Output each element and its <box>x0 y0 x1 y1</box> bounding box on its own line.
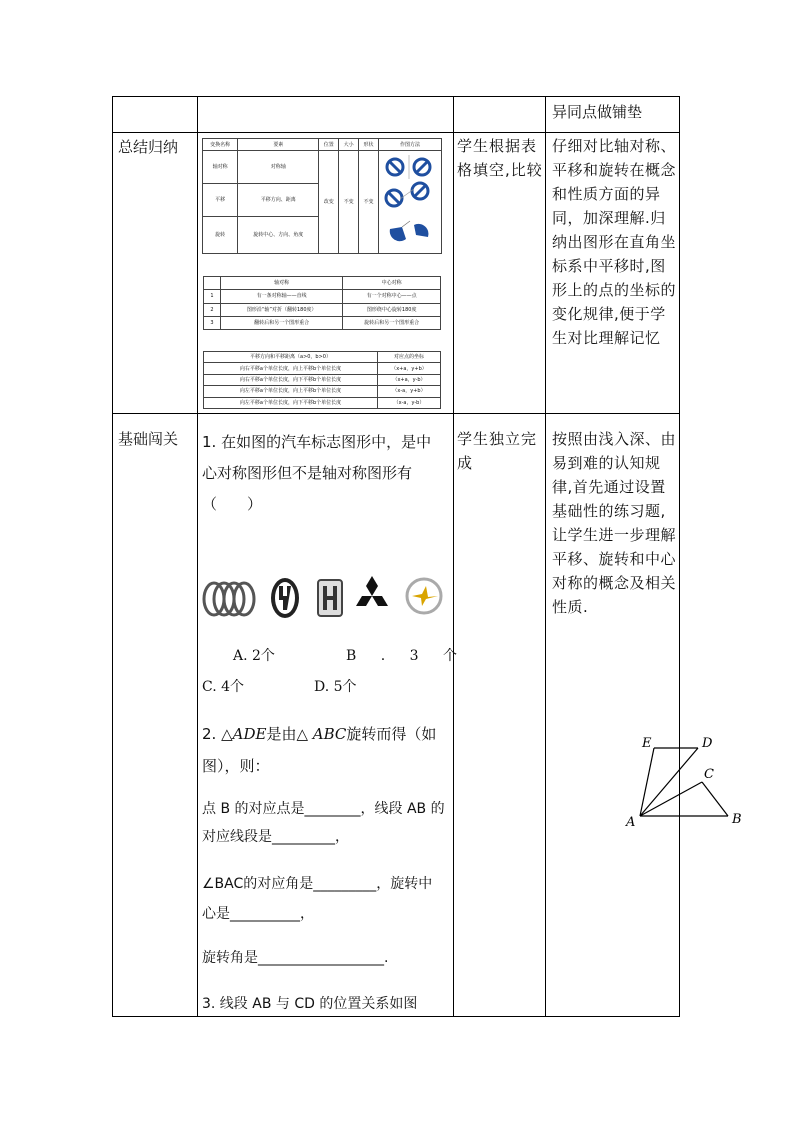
q1-option-c: C. 4个 <box>202 679 245 695</box>
t3-cell: （x-a，y-b） <box>378 397 441 408</box>
question-2-line-3: ∠BAC的对应角是_________，旋转中心是__________， <box>202 876 433 922</box>
t1-cell: 旋转中心、方向、角度 <box>238 216 319 253</box>
honda-logo-icon <box>318 580 342 616</box>
label-b: B <box>732 812 742 827</box>
t1-cell: 不变 <box>339 151 359 254</box>
row-divider-2 <box>113 413 679 414</box>
label-a: A <box>626 815 636 830</box>
symmetry-compare-table <box>203 276 441 330</box>
audi-logo-icon <box>204 583 254 615</box>
rotation-triangle-figure <box>620 730 750 830</box>
t1-cell: 轴对称 <box>203 151 238 184</box>
row1-student-activity: 学生根据表格填空,比较 <box>457 137 543 179</box>
question-2-line-4: 旋转角是__________________. <box>202 950 389 966</box>
t1-cell: 不变 <box>359 151 379 254</box>
q1-option-a: A. 2个 <box>233 648 275 664</box>
question-2-stem <box>202 718 446 782</box>
q2-text: 是由△ <box>266 725 313 743</box>
row2-student-activity: 学生独立完成 <box>457 430 538 472</box>
t2-cell: 图形沿“轴”对折（翻转180度） <box>221 303 343 316</box>
section-basics-label: 基础闯关 <box>118 430 179 448</box>
q1-option-d: D. 5个 <box>314 679 357 695</box>
transform-compare-table <box>202 138 442 254</box>
t2-cell: 2 <box>204 303 221 316</box>
t2-header: 轴对称 <box>221 277 343 290</box>
t3-cell: （x+a，y+b） <box>378 363 441 374</box>
col-divider-3 <box>545 97 546 1016</box>
t2-cell: 有一条对称轴——直线 <box>221 290 343 303</box>
t1-header: 大小 <box>339 139 359 151</box>
q2-text: 旋转而得（如图），则： <box>202 725 437 775</box>
q2-text: 2. △ <box>202 725 233 743</box>
t1-header: 形状 <box>359 139 379 151</box>
q2-var: ADE <box>232 725 267 743</box>
t1-header: 要素 <box>238 139 319 151</box>
section-summary-label: 总结归纳 <box>118 138 179 156</box>
t1-drawing-cell <box>379 151 442 254</box>
t3-cell: （x-a，y+b） <box>378 386 441 397</box>
mitsubishi-logo-icon <box>356 576 388 606</box>
car-logos-figure <box>202 566 446 624</box>
t3-cell: 向左平移a个单位长度，向下平移b个单位长度 <box>204 397 378 408</box>
t2-cell: 翻转后和另一个图形重合 <box>221 316 343 329</box>
row0-note: 异同点做铺垫 <box>552 103 643 121</box>
t1-cell: 平移 <box>203 183 238 216</box>
opel-logo-icon <box>407 579 441 613</box>
t1-cell: 旋转 <box>203 216 238 253</box>
t1-header: 变换名称 <box>203 139 238 151</box>
t3-cell: 向右平移a个单位长度，向下平移b个单位长度 <box>204 374 378 385</box>
row1-design-intent: 仔细对比轴对称、平移和旋转在概念和性质方面的异同，加深理解.归纳出图形在直角坐标系中平移时,图形上的点的坐标的变化规律,便于学生对比理解记忆 <box>552 137 677 347</box>
row2-design-intent: 按照由浅入深、由易到难的认知规律,首先通过设置基础性的练习题,让学生进一步理解平移、旋转和中心对称的概念及相关性质. <box>552 430 677 616</box>
t2-header: 中心对称 <box>343 277 441 290</box>
t1-header: 位置 <box>319 139 339 151</box>
label-d: D <box>702 736 713 751</box>
t3-cell: 向右平移a个单位长度，向上平移b个单位长度 <box>204 363 378 374</box>
t3-cell: （x+a，y-b） <box>378 374 441 385</box>
t1-header: 作图方法 <box>379 139 442 151</box>
question-2-line-2: 点 B 的对应点是________，线段 AB 的对应线段是_________， <box>202 801 445 845</box>
t1-cell: 对称轴 <box>238 151 319 184</box>
t3-header: 平移方向和平移距离（a>0，b>0） <box>204 352 378 363</box>
t2-cell: 图形绕中心旋转180度 <box>343 303 441 316</box>
t2-header <box>204 277 221 290</box>
question-1-stem: 1. 在如图的汽车标志图形中，是中心对称图形但不是轴对称图形有（ ） <box>202 433 432 513</box>
t2-cell: 3 <box>204 316 221 329</box>
t3-header: 对应点的坐标 <box>378 352 441 363</box>
label-c: C <box>704 767 714 782</box>
q1-option-b: B . 3 个 <box>346 648 462 664</box>
translation-coordinate-table <box>203 351 441 409</box>
col-divider-1 <box>197 97 198 1016</box>
t2-cell: 1 <box>204 290 221 303</box>
t2-cell: 旋转后和另一个图形重合 <box>343 316 441 329</box>
t1-cell: 平移方向、距离 <box>238 183 319 216</box>
row-divider-1 <box>113 132 679 133</box>
t3-cell: 向左平移a个单位长度，向上平移b个单位长度 <box>204 386 378 397</box>
q2-var: ABC <box>312 725 347 743</box>
hyundai-logo-icon <box>271 578 299 618</box>
col-divider-2 <box>453 97 454 1016</box>
t1-cell: 改变 <box>319 151 339 254</box>
question-3-stem: 3. 线段 AB 与 CD 的位置关系如图 <box>202 996 418 1012</box>
label-e: E <box>642 736 652 751</box>
t2-cell: 有一个对称中心——点 <box>343 290 441 303</box>
drawing-method-figures <box>380 151 440 251</box>
